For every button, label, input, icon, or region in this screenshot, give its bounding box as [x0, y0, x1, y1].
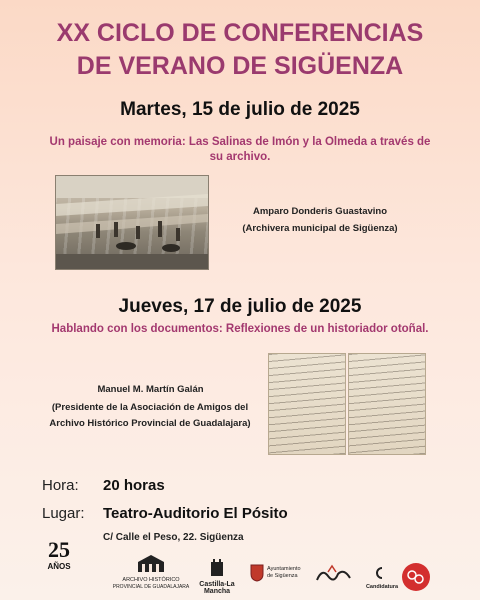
ayuntamiento-logo	[250, 562, 310, 592]
poster-title-line1: XX CICLO DE CONFERENCIAS	[56, 19, 424, 47]
archivo-building-icon	[136, 554, 166, 572]
unesco-style-logo	[402, 563, 430, 591]
castle-icon	[210, 556, 224, 576]
ayuntamiento-line1: Ayuntamiento	[267, 566, 301, 572]
anniversary-word: AÑOS	[47, 562, 71, 571]
siguenza-logo	[314, 562, 354, 588]
poster-title-line2: DE VERANO DE SIGÜENZA	[76, 52, 404, 80]
circles-icon	[402, 563, 430, 591]
anniversary-number: 25	[48, 537, 70, 562]
siguenza-signature-icon	[314, 562, 354, 588]
lugar-value: Teatro-Auditorio El Pósito	[103, 505, 288, 522]
salinas-photo-illustration	[56, 176, 208, 269]
shield-icon	[250, 564, 264, 582]
address: C/ Calle el Peso, 22. Sigüenza	[103, 532, 244, 543]
session1-talk-line1: Un paisaje con memoria: Las Salinas de Imón y la Olmeda a través de	[49, 136, 431, 148]
session2-date: Jueves, 17 de julio de 2025	[118, 296, 362, 317]
archivo-historico-logo	[112, 554, 190, 594]
hora-value: 20 horas	[103, 477, 165, 494]
candidatura-icon	[374, 567, 390, 579]
session2-speaker-name: Manuel M. Martín Galán	[97, 384, 204, 395]
archivo-line1: ARCHIVO HISTÓRICO	[122, 577, 180, 583]
archivo-line2: PROVINCIAL DE GUADALAJARA	[112, 584, 190, 590]
session1-speaker-name: Amparo Donderis Guastavino	[252, 206, 388, 217]
candidatura-logo	[362, 566, 402, 590]
castilla-label: Castilla-La Mancha	[199, 581, 235, 595]
session1-talk-line2: su archivo.	[209, 151, 271, 163]
session1-date: Martes, 15 de julio de 2025	[120, 99, 360, 120]
candidatura-label: Candidatura	[365, 584, 399, 590]
lugar-label: Lugar:	[42, 505, 85, 522]
session2-speaker-role-line1: (Presidente de la Asociación de Amigos del	[51, 402, 249, 413]
salinas-photo	[55, 175, 209, 270]
manuscript-image-left	[268, 353, 346, 455]
manuscript-image-right	[348, 353, 426, 455]
session2-talk: Hablando con los documentos: Reflexiones de un historiador otoñal.	[51, 323, 429, 335]
castilla-la-mancha-logo	[188, 556, 246, 594]
ayuntamiento-line2: de Sigüenza	[267, 573, 298, 579]
session1-speaker-role: (Archivera municipal de Sigüenza)	[242, 223, 398, 234]
hora-label: Hora:	[42, 477, 79, 494]
anniversary-logo	[42, 538, 76, 588]
session2-speaker-role-line2: Archivo Histórico Provincial de Guadalajara)	[49, 418, 251, 429]
